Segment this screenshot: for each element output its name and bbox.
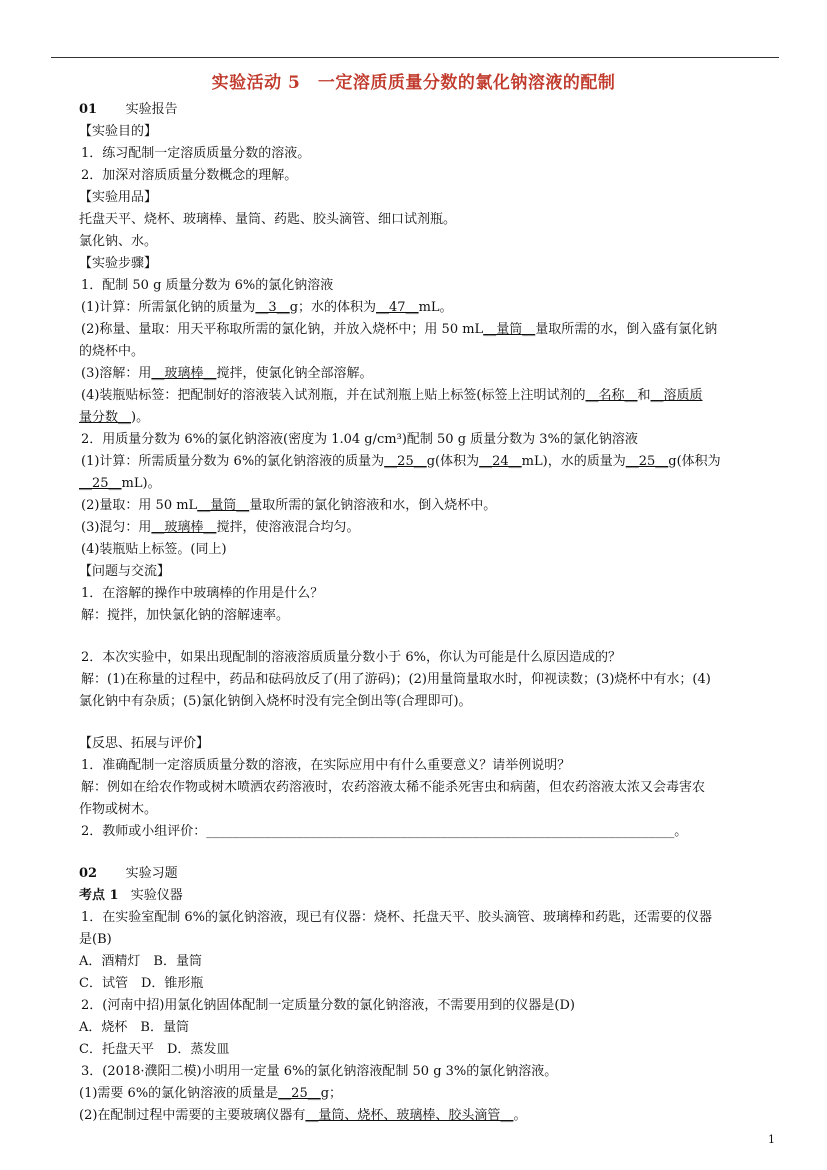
answer-1: 解：搅拌，加快氯化钠的溶解速率。 xyxy=(81,608,290,623)
text: 。 xyxy=(513,1108,527,1123)
heading-reflect: 【反思、拓展与评价】 xyxy=(79,736,210,751)
answer: __24__ xyxy=(479,454,522,469)
reflect-1: 1．准确配制一定溶质质量分数的溶液，在实际应用中有什么重要意义？请举例说明？ xyxy=(81,758,571,773)
answer-2-line2: 氯化钠中有杂质；(5)氯化钠倒入烧杯时没有完全倒出等(合理即可)。 xyxy=(79,694,472,709)
exercise-2-options-cd: C．托盘天平 D．蒸发皿 xyxy=(79,1042,230,1057)
answer: __3__ xyxy=(255,300,290,315)
step2-head: 2．用质量分数为 6%的氯化钠溶液(密度为 1.04 g/cm³)配制 50 g 质量分数为 3%的氯化钠溶液 xyxy=(81,432,638,447)
text: g(体积为 xyxy=(426,454,480,469)
answer: __量筒、烧杯、玻璃棒、胶头滴管__ xyxy=(305,1108,514,1123)
text: (1)计算：所需质量分数为 6%的氯化钠溶液的质量为 xyxy=(81,454,385,469)
answer: __量筒__ xyxy=(483,322,536,337)
step1-d xyxy=(81,385,703,407)
text: 量取所需的氯化钠溶液和水，倒入烧杯中。 xyxy=(249,498,497,513)
answer: __47__ xyxy=(376,300,419,315)
text: (1)需要 6%的氯化钠溶液的质量是 xyxy=(79,1086,279,1101)
text: )。 xyxy=(131,410,150,425)
purpose-2: 2．加深对溶质质量分数概念的理解。 xyxy=(81,168,298,183)
answer: __25__ xyxy=(384,454,427,469)
items-1: 托盘天平、烧杯、玻璃棒、量筒、药匙、胶头滴管、细口试剂瓶。 xyxy=(79,212,457,227)
reflect-2: 2．教师或小组评价：________________________________________________________________________。 xyxy=(81,824,688,839)
answer: __量筒__ xyxy=(197,498,250,513)
step1-b xyxy=(81,319,717,341)
step2-c xyxy=(81,517,359,539)
text: 搅拌，使溶液混合均匀。 xyxy=(216,520,360,535)
exercise-3-a xyxy=(79,1083,342,1105)
text: g(体积为 xyxy=(668,454,721,469)
step2-a-cont xyxy=(79,473,161,495)
heading-items: 【实验用品】 xyxy=(79,190,158,205)
text: (2)在配制过程中需要的主要玻璃仪器有 xyxy=(79,1108,306,1123)
text: (4)装瓶贴标签：把配制好的溶液装入试剂瓶，并在试剂瓶上贴上标签(标签上注明试剂的 xyxy=(81,388,586,403)
heading-purpose: 【实验目的】 xyxy=(79,124,158,139)
section-label: 实验报告 xyxy=(125,102,178,117)
header-rule xyxy=(51,57,779,58)
text: mL)。 xyxy=(121,476,161,491)
answer: __玻璃棒__ xyxy=(151,366,217,381)
exercise-2-options-ab: A．烧杯 B．量筒 xyxy=(79,1020,189,1035)
text: g；水的体积为 xyxy=(289,300,377,315)
text: mL。 xyxy=(418,300,453,315)
answer: __溶质质 xyxy=(650,388,703,403)
step1-head: 1．配制 50 g 质量分数为 6%的氯化钠溶液 xyxy=(81,278,334,293)
text: (3)溶解：用 xyxy=(81,366,152,381)
exercise-3: 3．(2018·濮阳二模)小明用一定量 6%的氯化钠溶液配制 50 g 3%的氯化钠溶液。 xyxy=(81,1064,558,1079)
answer: __玻璃棒__ xyxy=(151,520,217,535)
answer: 量分数__ xyxy=(79,410,132,425)
exercise-1-line2: 是(B) xyxy=(79,932,112,947)
section-01-heading xyxy=(79,99,178,121)
answer: __25__ xyxy=(625,454,669,469)
topic-number: 考点 1 xyxy=(79,888,119,903)
heading-qa: 【问题与交流】 xyxy=(79,564,171,579)
answer: __名称__ xyxy=(585,388,638,403)
exercise-3-b xyxy=(79,1105,526,1127)
answer: __25__ xyxy=(79,476,122,491)
text: (2)称量、量取：用天平称取所需的氯化钠，并放入烧杯中；用 50 mL xyxy=(81,322,484,337)
question-2: 2．本次实验中，如果出现配制的溶液溶质质量分数小于 6%，你认为可能是什么原因造成的？ xyxy=(81,650,622,665)
answer-2-line1: 解：(1)在称量的过程中，药品和砝码放反了(用了游码)；(2)用量筒量取水时，仰视读数；(3)烧杯中有水；(4) xyxy=(81,672,711,687)
question-1: 1．在溶解的操作中玻璃棒的作用是什么？ xyxy=(81,586,324,601)
text: 搅拌，使氯化钠全部溶解。 xyxy=(216,366,373,381)
exercise-1-options-ab: A．酒精灯 B．量筒 xyxy=(79,954,202,969)
section-label: 实验习题 xyxy=(125,866,178,881)
page-number: 1 xyxy=(768,1133,775,1146)
text: g； xyxy=(320,1086,343,1101)
text: mL)，水的质量为 xyxy=(521,454,626,469)
exercise-1-line1: 1．在实验室配制 6%的氯化钠溶液，现已有仪器：烧杯、托盘天平、胶头滴管、玻璃棒和药匙，还需要的仪器 xyxy=(81,910,713,925)
step1-c xyxy=(81,363,372,385)
text: 和 xyxy=(637,388,651,403)
topic-label: 实验仪器 xyxy=(130,888,183,903)
topic-1-heading xyxy=(79,885,183,907)
purpose-1: 1．练习配制一定溶质质量分数的溶液。 xyxy=(81,146,311,161)
text: (3)混匀：用 xyxy=(81,520,152,535)
step2-d: (4)装瓶贴上标签。(同上) xyxy=(81,542,227,557)
step1-b-cont: 的烧杯中。 xyxy=(79,344,145,359)
reflect-1-answer-line2: 作物或树木。 xyxy=(79,802,158,817)
text: 量取所需的水，倒入盛有氯化钠 xyxy=(535,322,718,337)
section-number: 02 xyxy=(79,866,98,881)
section-02-heading xyxy=(79,863,178,885)
page-title: 实验活动 5 一定溶质质量分数的氯化钠溶液的配制 xyxy=(211,73,616,93)
step1-d-cont xyxy=(79,407,149,429)
exercise-2: 2．(河南中招)用氯化钠固体配制一定质量分数的氯化钠溶液，不需要用到的仪器是(D) xyxy=(81,998,575,1013)
exercise-1-options-cd: C．试管 D．锥形瓶 xyxy=(79,976,204,991)
step1-a xyxy=(81,297,453,319)
step2-a xyxy=(81,451,721,473)
items-2: 氯化钠、水。 xyxy=(79,234,158,249)
answer: __25__ xyxy=(278,1086,321,1101)
reflect-1-answer-line1: 解：例如在给农作物或树木喷洒农药溶液时，农药溶液太稀不能杀死害虫和病菌，但农药溶液太浓又会毒害农 xyxy=(81,780,706,795)
text: (2)量取：用 50 mL xyxy=(81,498,198,513)
step2-b xyxy=(81,495,496,517)
heading-steps: 【实验步骤】 xyxy=(79,256,158,271)
text: (1)计算：所需氯化钠的质量为 xyxy=(81,300,256,315)
section-number: 01 xyxy=(79,102,98,117)
